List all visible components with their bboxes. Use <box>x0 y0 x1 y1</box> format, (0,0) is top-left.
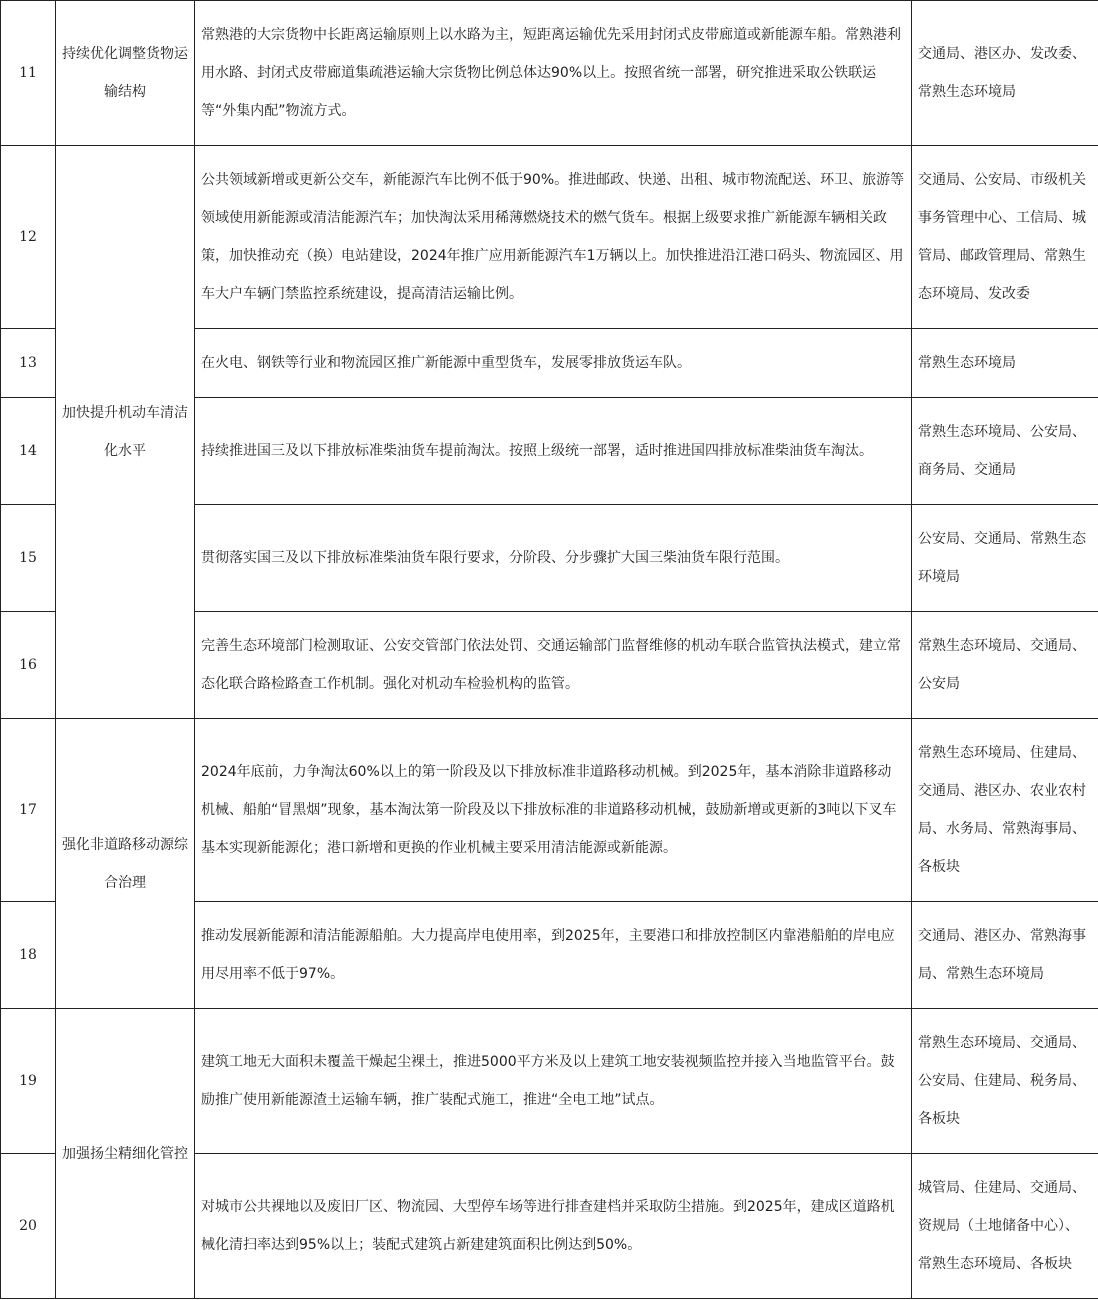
responsible-departments: 常熟生态环境局、交通局、公安局、住建局、税务局、各板块 <box>912 1009 1098 1154</box>
measure-content: 完善生态环境部门检测取证、公安交管部门依法处罚、交通运输部门监督维修的机动车联合监管执法模式，建立常态化联合路检路查工作机制。强化对机动车检验机构的监管。 <box>195 612 912 719</box>
table-row <box>1 146 1098 329</box>
measure-content: 常熟港的大宗货物中长距离运输原则上以水路为主，短距离运输优先采用封闭式皮带廊道或新能源车船。常熟港利用水路、封闭式皮带廊道集疏港运输大宗货物比例总体达90%以上。按照省统一部署，研究推进采取公铁联运等“外集内配”物流方式。 <box>195 1 912 146</box>
row-number: 12 <box>1 146 56 329</box>
row-number: 14 <box>1 398 56 505</box>
measure-content: 贯彻落实国三及以下排放标准柴油货车限行要求，分阶段、分步骤扩大国三柴油货车限行范围。 <box>195 505 912 612</box>
responsible-departments: 常熟生态环境局、交通局、公安局 <box>912 612 1098 719</box>
category-cell: 强化非道路移动源综合治理 <box>56 719 195 1009</box>
category-cell: 持续优化调整货物运输结构 <box>56 1 195 146</box>
table-row <box>1 1009 1098 1154</box>
row-number: 11 <box>1 1 56 146</box>
measure-content: 对城市公共裸地以及废旧厂区、物流园、大型停车场等进行排查建档并采取防尘措施。到2025年，建成区道路机械化清扫率达到95%以上；装配式建筑占新建建筑面积比例达到50%。 <box>195 1154 912 1299</box>
responsible-departments: 常熟生态环境局 <box>912 329 1098 398</box>
responsible-departments: 公安局、交通局、常熟生态环境局 <box>912 505 1098 612</box>
category-cell: 加强扬尘精细化管控 <box>56 1009 195 1299</box>
row-number: 19 <box>1 1009 56 1154</box>
measure-content: 建筑工地无大面积未覆盖干燥起尘裸土，推进5000平方米及以上建筑工地安装视频监控并接入当地监管平台。鼓励推广使用新能源渣土运输车辆，推广装配式施工，推进“全电工地”试点。 <box>195 1009 912 1154</box>
table-row <box>1 719 1098 902</box>
measure-content: 推动发展新能源和清洁能源船舶。大力提高岸电使用率，到2025年，主要港口和排放控制区内靠港船舶的岸电应用尽用率不低于97%。 <box>195 902 912 1009</box>
measure-content: 在火电、钢铁等行业和物流园区推广新能源中重型货车，发展零排放货运车队。 <box>195 329 912 398</box>
row-number: 17 <box>1 719 56 902</box>
table-row <box>1 1 1098 146</box>
responsible-departments: 交通局、港区办、常熟海事局、常熟生态环境局 <box>912 902 1098 1009</box>
measure-content: 持续推进国三及以下排放标准柴油货车提前淘汰。按照上级统一部署，适时推进国四排放标准柴油货车淘汰。 <box>195 398 912 505</box>
responsible-departments: 城管局、住建局、交通局、资规局（土地储备中心）、常熟生态环境局、各板块 <box>912 1154 1098 1299</box>
category-cell: 加快提升机动车清洁化水平 <box>56 146 195 719</box>
row-number: 15 <box>1 505 56 612</box>
row-number: 18 <box>1 902 56 1009</box>
responsible-departments: 常熟生态环境局、公安局、商务局、交通局 <box>912 398 1098 505</box>
responsible-departments: 交通局、公安局、市级机关事务管理中心、工信局、城管局、邮政管理局、常熟生态环境局、发改委 <box>912 146 1098 329</box>
row-number: 16 <box>1 612 56 719</box>
row-number: 13 <box>1 329 56 398</box>
measure-content: 公共领域新增或更新公交车，新能源汽车比例不低于90%。推进邮政、快递、出租、城市物流配送、环卫、旅游等领域使用新能源或清洁能源汽车；加快淘汰采用稀薄燃烧技术的燃气货车。根据上级要求推广新能源车辆相关政策，加快推动充（换）电站建设，2024年推广应用新能源汽车1万辆以上。加快推进沿江港口码头、物流园区、用车大户车辆门禁监控系统建设，提高清洁运输比例。 <box>195 146 912 329</box>
row-number: 20 <box>1 1154 56 1299</box>
responsible-departments: 交通局、港区办、发改委、常熟生态环境局 <box>912 1 1098 146</box>
measure-content: 2024年底前，力争淘汰60%以上的第一阶段及以下排放标准非道路移动机械。到2025年，基本消除非道路移动机械、船舶“冒黑烟”现象，基本淘汰第一阶段及以下排放标准的非道路移动机械，鼓励新增或更新的3吨以下叉车基本实现新能源化；港口新增和更换的作业机械主要采用清洁能源或新能源。 <box>195 719 912 902</box>
responsible-departments: 常熟生态环境局、住建局、交通局、港区办、农业农村局、水务局、常熟海事局、各板块 <box>912 719 1098 902</box>
